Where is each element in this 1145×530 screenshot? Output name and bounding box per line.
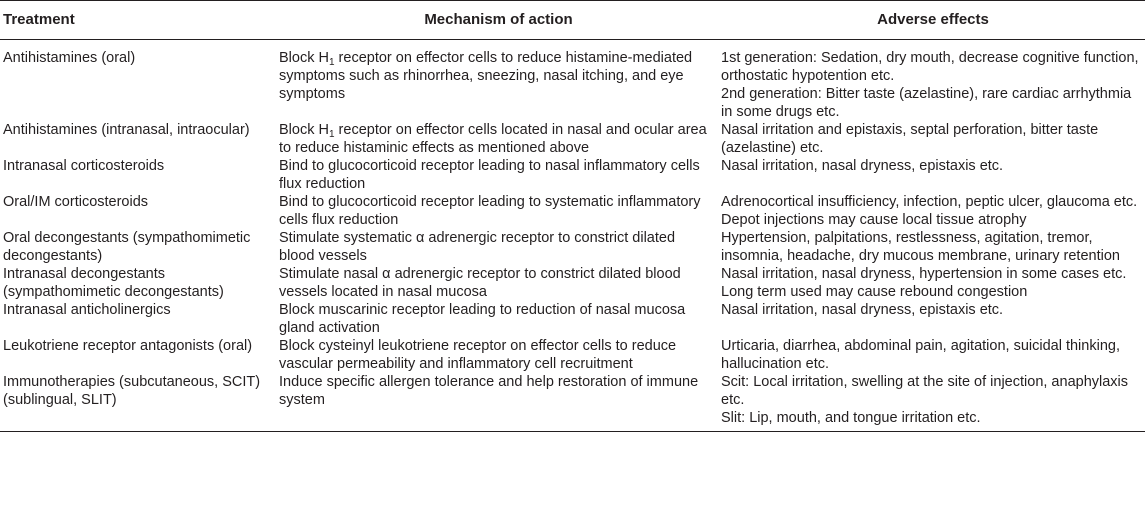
mechanism-cell: Block cysteinyl leukotriene receptor on effector cells to reduce vascular permeability and inflammatory cell recruitment xyxy=(279,338,677,372)
mechanism-cell: Block muscarinic receptor leading to reduction of nasal mucosa gland activation xyxy=(279,302,686,336)
table-body xyxy=(0,40,1145,432)
header-row xyxy=(0,1,1145,40)
header-treatment: Treatment xyxy=(0,1,276,40)
adverse-text: Hypertension, palpitations, restlessness, agitation, tremor, insomnia, headache, dry mucous membrane, urinary retention xyxy=(721,230,1120,264)
mechanism-cell: Stimulate systematic α adrenergic receptor to constrict dilated blood vessels xyxy=(279,230,676,264)
treatment-cell: Antihistamines (intranasal, intraocular) xyxy=(3,122,250,138)
mechanism-cell: Stimulate nasal α adrenergic receptor to constrict dilated blood vessels located in nasal mucosa xyxy=(279,266,681,300)
adverse-text: Nasal irritation and epistaxis, septal perforation, bitter taste (azelastine) etc. xyxy=(721,122,1099,156)
table-row xyxy=(0,40,1145,122)
treatment-cell: Antihistamines (oral) xyxy=(3,50,136,66)
treatment-cell: Intranasal corticosteroids xyxy=(3,158,165,174)
adverse-cell xyxy=(718,229,1145,265)
table-row xyxy=(0,301,1145,337)
adverse-cell xyxy=(718,301,1145,337)
treatment-cell: Oral decongestants (sympathomimetic decongestants) xyxy=(3,230,251,264)
subscript: 1 xyxy=(328,129,335,140)
adverse-cell xyxy=(718,157,1145,193)
adverse-cell xyxy=(718,193,1145,229)
treatment-cell: Leukotriene receptor antagonists (oral) xyxy=(3,338,253,354)
treatment-cell: Immunotherapies (subcutaneous, SCIT) (sublingual, SLIT) xyxy=(0,373,276,432)
adverse-cell xyxy=(718,337,1145,373)
adverse-text: Depot injections may cause local tissue atrophy xyxy=(721,212,1027,228)
adverse-text: Urticaria, diarrhea, abdominal pain, agitation, suicidal thinking, hallucination etc. xyxy=(721,338,1120,372)
mechanism-cell xyxy=(276,121,718,157)
treatment-cell: Intranasal decongestants (sympathomimetic decongestants) xyxy=(3,266,224,300)
table-row xyxy=(0,373,1145,432)
header-mechanism: Mechanism of action xyxy=(276,1,718,40)
header-adverse: Adverse effects xyxy=(718,1,1145,40)
adverse-text: 2nd generation: Bitter taste (azelastine), rare cardiac arrhythmia in some drugs etc. xyxy=(721,86,1132,120)
adverse-text: Adrenocortical insufficiency, infection, peptic ulcer, glaucoma etc. xyxy=(721,194,1138,210)
table-row xyxy=(0,193,1145,229)
table-row xyxy=(0,157,1145,193)
mechanism-text: receptor on effector cells located in nasal and ocular area to reduce histaminic effects as mentioned above xyxy=(279,122,707,156)
table-row xyxy=(0,121,1145,157)
adverse-cell xyxy=(718,40,1145,122)
adverse-text: Nasal irritation, nasal dryness, hypertension in some cases etc. xyxy=(721,266,1127,282)
adverse-cell xyxy=(718,121,1145,157)
mechanism-cell: Bind to glucocorticoid receptor leading to nasal inflammatory cells flux reduction xyxy=(279,158,700,192)
treatment-cell: Oral/IM corticosteroids xyxy=(3,194,149,210)
table-row xyxy=(0,265,1145,301)
mechanism-cell xyxy=(276,40,718,122)
adverse-text: Nasal irritation, nasal dryness, epistaxis etc. xyxy=(721,302,1004,318)
adverse-cell xyxy=(718,265,1145,301)
mechanism-text: Block H xyxy=(279,50,329,66)
adverse-cell xyxy=(718,373,1145,432)
mechanism-text: Block H xyxy=(279,122,329,138)
adverse-text: Nasal irritation, nasal dryness, epistaxis etc. xyxy=(721,158,1004,174)
adverse-text: Scit: Local irritation, swelling at the site of injection, anaphylaxis etc. xyxy=(721,374,1129,408)
mechanism-text: receptor on effector cells to reduce histamine-mediated symptoms such as rhinorrhea, sneezing, nasal itching, and eye symptoms xyxy=(279,50,693,102)
mechanism-cell: Induce specific allergen tolerance and help restoration of immune system xyxy=(276,373,718,432)
table-row xyxy=(0,229,1145,265)
treatment-cell: Intranasal anticholinergics xyxy=(3,302,171,318)
mechanism-cell: Bind to glucocorticoid receptor leading to systematic inflammatory cells flux reduction xyxy=(279,194,701,228)
subscript: 1 xyxy=(328,57,335,68)
adverse-text: 1st generation: Sedation, dry mouth, decrease cognitive function, orthostatic hypotention etc. xyxy=(721,50,1139,84)
adverse-text: Slit: Lip, mouth, and tongue irritation etc. xyxy=(721,410,981,426)
adverse-text: Long term used may cause rebound congestion xyxy=(721,284,1028,300)
table-row xyxy=(0,337,1145,373)
